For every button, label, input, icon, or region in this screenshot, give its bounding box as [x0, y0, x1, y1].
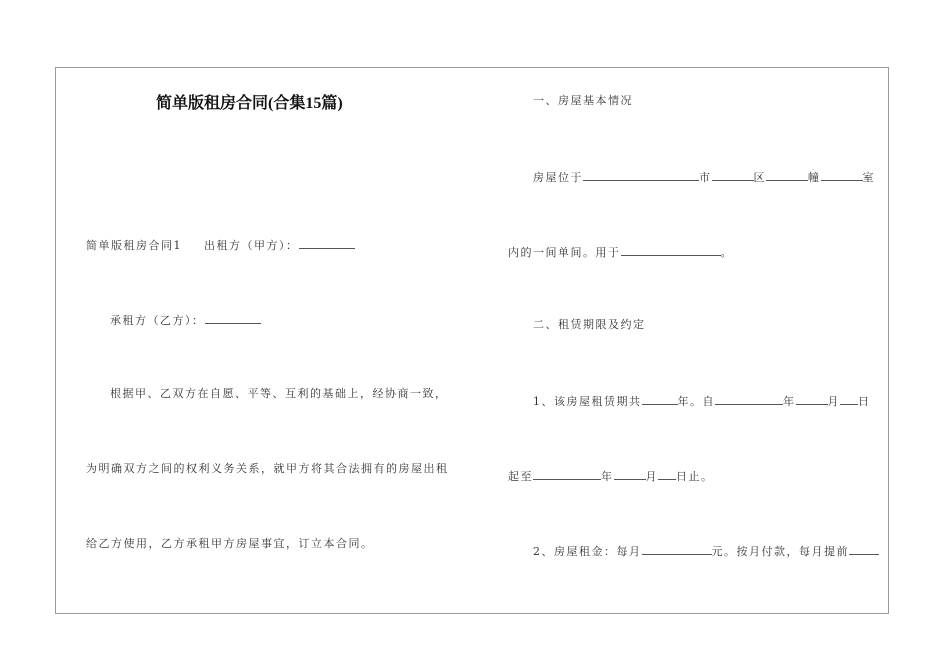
rent-suffix: 元。按月付款，每月提前: [711, 545, 849, 558]
lease-end-line: [508, 468, 714, 484]
lessee-line: [110, 312, 261, 328]
building-label: 幢: [808, 171, 821, 184]
start-year-label: 年: [783, 395, 796, 408]
room-label: 室: [862, 171, 875, 184]
paragraph-line-1: 根据甲、乙双方在自愿、平等、互利的基础上，经协商一致，: [110, 387, 448, 400]
end-label: 起至: [508, 470, 533, 483]
lease-term-label: 1、该房屋租赁期共: [533, 395, 642, 408]
usage-label: 内的一间单间。用于: [508, 246, 621, 259]
document-title: 简单版租房合同(合集15篇): [156, 95, 343, 112]
district-blank[interactable]: [766, 169, 808, 181]
end-day-blank[interactable]: [658, 468, 676, 480]
contract-number-label: 简单版租房合同1: [86, 239, 182, 252]
lease-term-line: [533, 393, 871, 409]
district-label: 区: [753, 171, 766, 184]
end-year-blank[interactable]: [533, 468, 601, 480]
paragraph-line-3: 给乙方使用，乙方承租甲方房屋事宜，订立本合同。: [86, 537, 374, 550]
lessor-blank[interactable]: [299, 237, 355, 249]
advance-days-blank[interactable]: [849, 543, 879, 555]
rent-label: 2、房屋租金：每月: [533, 545, 642, 558]
start-day-label: 日: [858, 395, 871, 408]
rent-line: [533, 543, 879, 559]
house-location-label: 房屋位于: [533, 171, 583, 184]
usage-line: [508, 244, 733, 260]
city-label: 市: [699, 171, 712, 184]
city-blank[interactable]: [712, 169, 754, 181]
building-blank[interactable]: [821, 169, 863, 181]
start-month-label: 月: [827, 395, 840, 408]
page-frame: [55, 67, 889, 614]
lessee-blank[interactable]: [205, 312, 261, 324]
end-month-label: 月: [645, 470, 658, 483]
start-day-blank[interactable]: [840, 393, 858, 405]
term-year-label: 年。自: [677, 395, 715, 408]
section-2-heading: 二、租赁期限及约定: [533, 318, 646, 331]
section-1-heading: 一、房屋基本情况: [533, 94, 633, 107]
rent-amount-blank[interactable]: [642, 543, 712, 555]
lessor-label: 出租方（甲方）：: [204, 239, 299, 252]
lessee-label: 承租方（乙方）：: [110, 314, 205, 327]
term-years-blank[interactable]: [642, 393, 678, 405]
end-month-blank[interactable]: [614, 468, 646, 480]
start-year-blank[interactable]: [715, 393, 783, 405]
house-location-line: [533, 169, 875, 185]
paragraph-line-2: 为明确双方之间的权利义务关系，就甲方将其合法拥有的房屋出租: [86, 462, 449, 475]
usage-blank[interactable]: [621, 244, 721, 256]
end-day-label: 日止。: [676, 470, 714, 483]
start-month-blank[interactable]: [796, 393, 828, 405]
usage-end: 。: [720, 246, 733, 259]
address-blank[interactable]: [583, 169, 699, 181]
lessor-line: [86, 237, 355, 253]
end-year-label: 年: [601, 470, 614, 483]
